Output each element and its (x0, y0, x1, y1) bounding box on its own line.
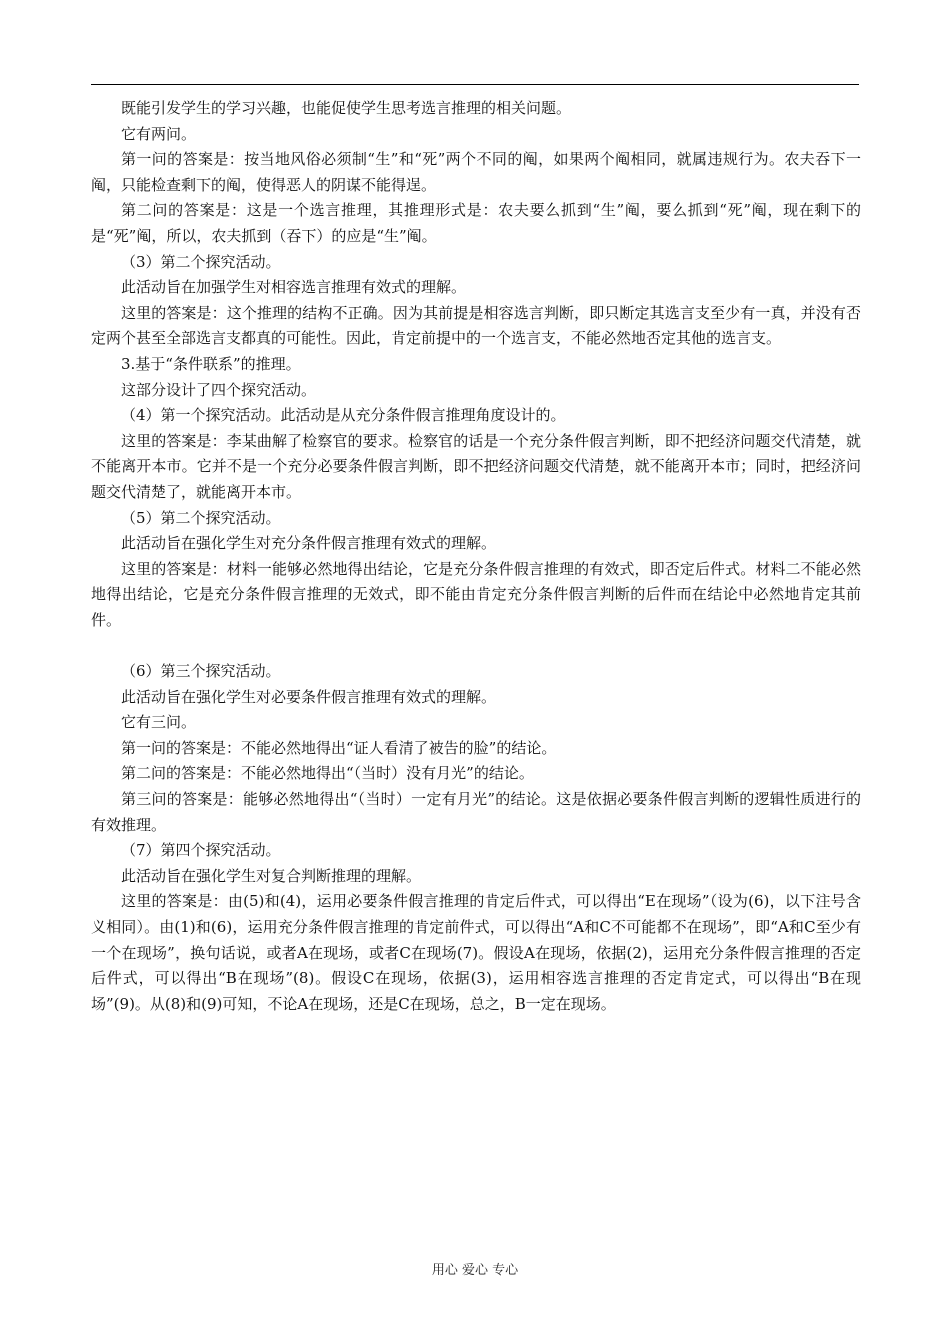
section-heading: （4）第一个探究活动。此活动是从充分条件假言推理角度设计的。 (121, 406, 566, 425)
paragraph: 这里的答案是：由(5)和(4)，运用必要条件假言推理的肯定后件式，可以得出“E在现场”（设为(6)，以下注号含义相同）。由(1)和(6)，运用充分条件假言推理的肯定前件式，可以得出“A和C不可能都不在现场”，即“A和C至少有一个在现场”，换句话说，或者A在现场，或者C在现场(7)。假设A在现场，依据(2)，运用充分条件假言推理的否定后件式，可以得出“B在现场”(8)。假设C在现场，依据(3)，运用相容选言推理的否定肯定式，可以得出“B在现场”(9)。从(8)和(9)可知，不论A在现场，还是C在现场，总之，B一定在现场。 (91, 892, 861, 1013)
paragraph: 此活动旨在强化学生对充分条件假言推理有效式的理解。 (121, 534, 497, 553)
paragraph: 这部分设计了四个探究活动。 (121, 380, 317, 399)
section-heading: 3.基于“条件联系”的推理。 (121, 354, 301, 373)
paragraph: 此活动旨在强化学生对复合判断推理的理解。 (121, 866, 422, 885)
paragraph: 它有两问。 (121, 124, 197, 143)
paragraph: 第一问的答案是：不能必然地得出“证人看清了被告的脸”的结论。 (121, 738, 557, 757)
paragraph: 第一问的答案是：按当地风俗必须制“生”和“死”两个不同的阄，如果两个阄相同，就属违规行为。农夫吞下一阄，只能检查剩下的阄，使得恶人的阴谋不能得逞。 (91, 150, 861, 194)
header-rule (91, 84, 859, 85)
paragraph: 此活动旨在加强学生对相容选言推理有效式的理解。 (121, 278, 467, 297)
section-heading: （7）第四个探究活动。 (121, 841, 281, 860)
paragraph: 这里的答案是：这个推理的结构不正确。因为其前提是相容选言判断，即只断定其选言支至少有一真，并没有否定两个甚至全部选言支都真的可能性。因此，肯定前提中的一个选言支，不能必然地否定其他的选言支。 (91, 303, 861, 348)
paragraph: 第二问的答案是：这是一个选言推理，其推理形式是：农夫要么抓到“生”阄，要么抓到“死”阄，现在剩下的是“死”阄，所以，农夫抓到（吞下）的应是“生”阄。 (91, 201, 861, 245)
section-heading: （6）第三个探究活动。 (121, 662, 281, 681)
page-footer: 用心 爱心 专心 (431, 1263, 519, 1278)
section-heading: （3）第二个探究活动。 (121, 252, 281, 271)
paragraph: 此活动旨在强化学生对必要条件假言推理有效式的理解。 (121, 687, 497, 706)
paragraph: 既能引发学生的学习兴趣，也能促使学生思考选言推理的相关问题。 (121, 99, 572, 117)
paragraph: 它有三问。 (121, 713, 197, 732)
document-body (91, 96, 861, 1017)
paragraph: 这里的答案是：材料一能够必然地得出结论，它是充分条件假言推理的有效式，即否定后件式。材料二不能必然地得出结论，它是充分条件假言推理的无效式，即不能由肯定充分条件假言判断的后件而在结论中必然地肯定其前件。 (91, 559, 861, 629)
paragraph: 第三问的答案是：能够必然地得出“（当时）一定有月光”的结论。这是依据必要条件假言判断的逻辑性质进行的有效推理。 (91, 790, 861, 834)
paragraph: 第二问的答案是：不能必然地得出“（当时）没有月光”的结论。 (121, 764, 534, 783)
section-heading: （5）第二个探究活动。 (121, 508, 281, 527)
paragraph: 这里的答案是：李某曲解了检察官的要求。检察官的话是一个充分条件假言判断，即不把经济问题交代清楚，就不能离开本市。它并不是一个充分必要条件假言判断，即不把经济问题交代清楚，就不能离开本市；同时，把经济问题交代清楚了，就能离开本市。 (91, 431, 861, 501)
